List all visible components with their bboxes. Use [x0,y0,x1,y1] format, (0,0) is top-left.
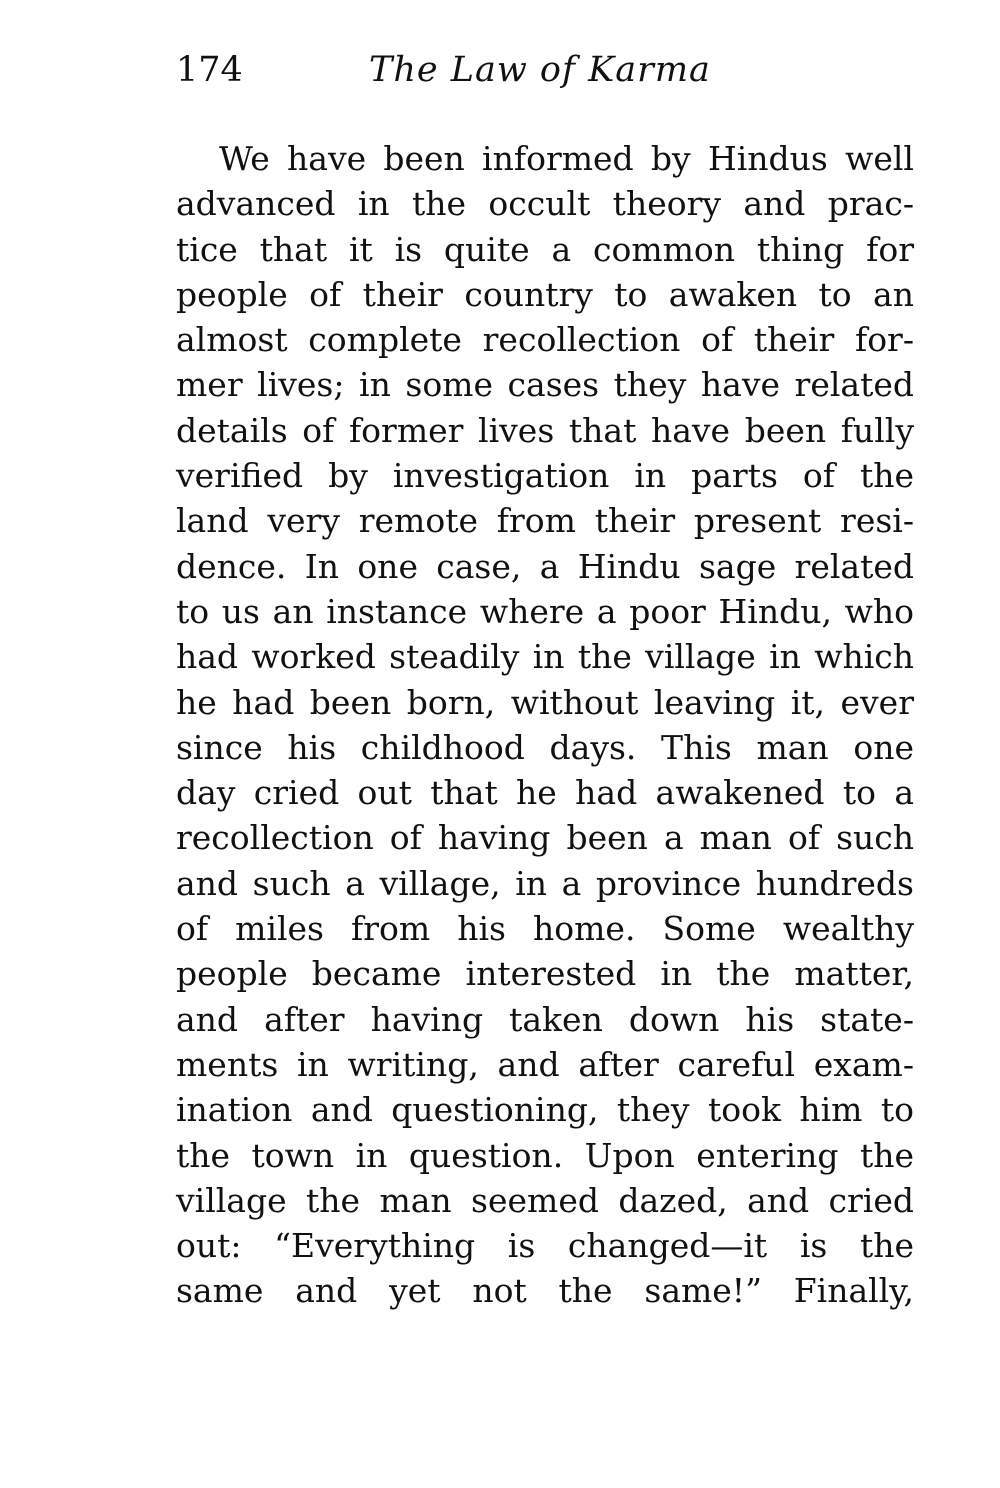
text-line: same and yet not the same!” Finally, [176,1271,914,1311]
text-line: to us an instance where a poor Hindu, who [176,591,914,631]
running-title: The Law of Karma [369,50,711,90]
text-line: had worked steadily in the village in which [176,637,914,677]
text-line: ments in writing, and after careful exam- [176,1044,914,1084]
text-line: of miles from his home. Some wealthy [176,909,914,949]
text-line: verified by investigation in parts of the [176,456,914,496]
text-line: advanced in the occult theory and prac- [176,184,914,224]
text-line: out: “Everything is changed—it is the [176,1226,914,1266]
text-line: since his childhood days. This man one [176,727,914,767]
text-line: almost complete recollection of their for- [176,320,914,360]
text-line: mer lives; in some cases they have related [176,365,914,405]
text-line: tice that it is quite a common thing for [176,229,914,269]
body-paragraph [176,136,914,1314]
text-line: he had been born, without leaving it, ever [176,682,914,722]
text-line: village the man seemed dazed, and cried [176,1180,914,1220]
text-line: the town in question. Upon entering the [176,1135,914,1175]
text-line: ination and questioning, they took him to [176,1090,914,1130]
text-line: land very remote from their present resi- [176,501,914,541]
text-line: day cried out that he had awakened to a [176,773,914,813]
text-line: and such a village, in a province hundreds [176,863,914,903]
text-line: people of their country to awaken to an [176,274,914,314]
text-line: We have been informed by Hindus well [219,139,914,178]
text-line: dence. In one case, a Hindu sage related [176,546,914,586]
text-line: people became interested in the matter, [176,954,914,994]
running-head [176,45,736,95]
page-number: 174 [176,50,243,90]
text-line: recollection of having been a man of such [176,818,914,858]
text-line: details of former lives that have been fully [176,410,914,450]
text-line: and after having taken down his state- [176,999,914,1039]
